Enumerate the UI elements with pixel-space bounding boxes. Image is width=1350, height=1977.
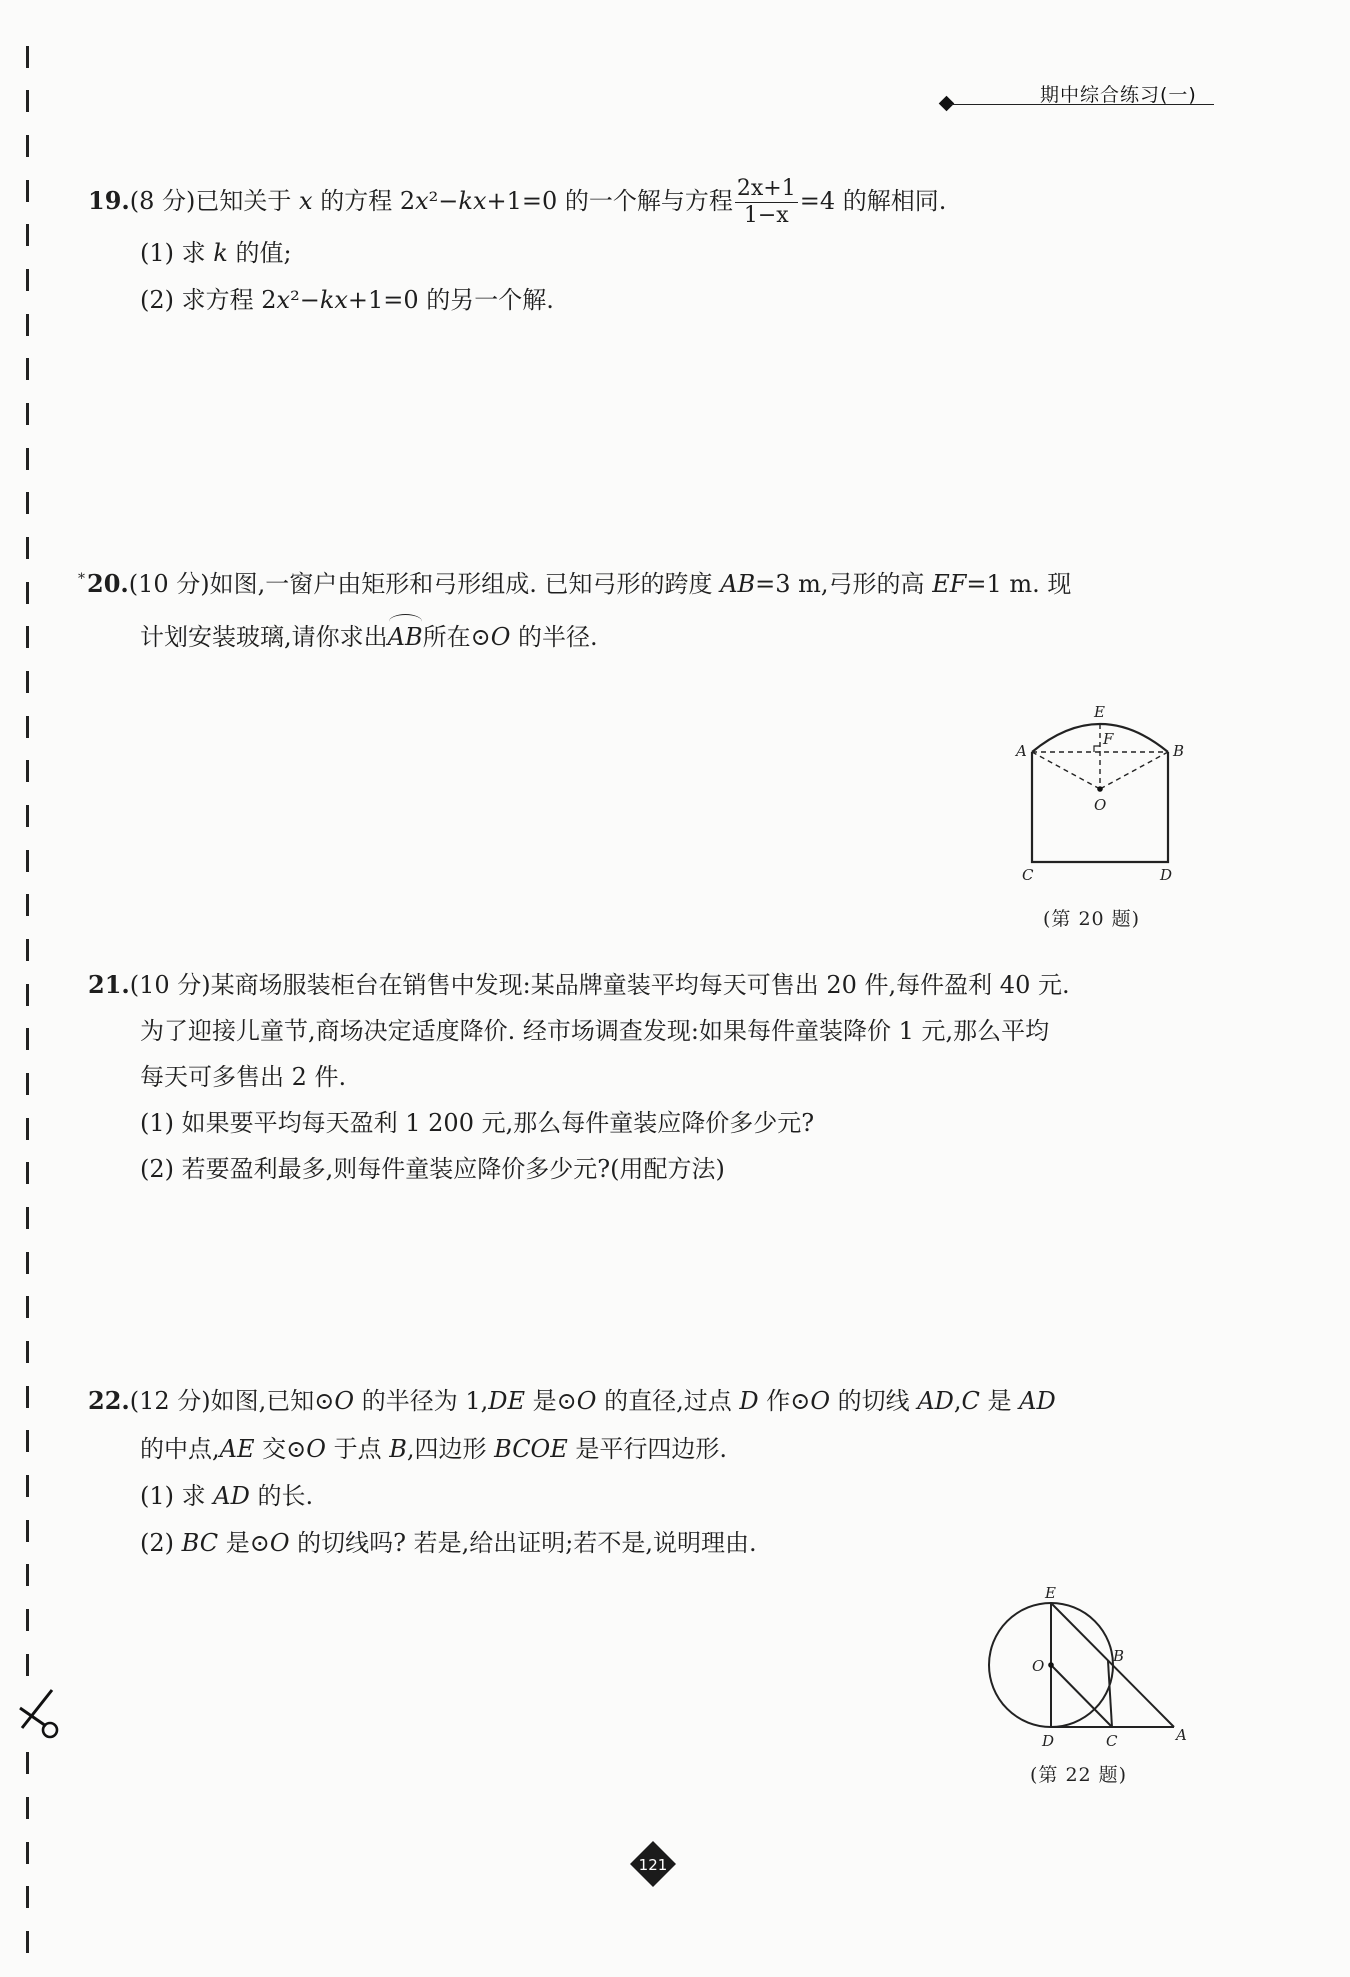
q21-part1: (1) 如果要平均每天盈利 1 200 元,那么每件童装应降价多少元? xyxy=(140,1109,815,1137)
q22-part2: (2) BC 是⊙O 的切线吗? 若是,给出证明;若不是,说明理由. xyxy=(140,1529,757,1557)
svg-text:O: O xyxy=(1032,1657,1045,1675)
q19-stem: 19.(8 分)已知关于 x 的方程 2x²−kx+1=0 的一个解与方程 $\frac{2x+1}{1-x}$ =4 的解相同. xyxy=(88,176,947,228)
svg-text:A: A xyxy=(1016,742,1027,760)
svg-text:C: C xyxy=(1106,1732,1118,1750)
q22-part1: (1) 求 AD 的长. xyxy=(140,1482,314,1510)
q20-stem-line1: *20.(10 分)如图,一窗户由矩形和弓形组成. 已知弓形的跨度 AB=3 m,弓形的高 EF=1 m. 现 xyxy=(78,569,1072,598)
q21-stem-line3: 每天可多售出 2 件. xyxy=(140,1063,347,1091)
svg-text:D: D xyxy=(1160,866,1173,884)
svg-text:O: O xyxy=(1094,796,1107,814)
arc-ab-symbol: AB xyxy=(387,623,423,651)
q21-part2: (2) 若要盈利最多,则每件童装应降价多少元?(用配方法) xyxy=(140,1155,725,1183)
q22-stem-line2: 的中点,AE 交⊙O 于点 B,四边形 BCOE 是平行四边形. xyxy=(140,1435,728,1463)
q20-figure xyxy=(1010,676,1200,886)
scissors-icon xyxy=(16,1688,60,1740)
page-number-badge xyxy=(629,1840,677,1888)
q19-fraction: $\frac{2x+1}{1-x}$ xyxy=(736,176,796,228)
q21-stem-line2: 为了迎接儿童节,商场决定适度降价. 经市场调查发现:如果每件童装降价 1 元,那么平均 xyxy=(140,1017,1050,1045)
header-title: 期中综合练习(一) xyxy=(1040,84,1197,106)
svg-text:B: B xyxy=(1173,742,1185,760)
svg-text:A: A xyxy=(1176,1726,1187,1744)
q22-stem-line1: 22.(12 分)如图,已知⊙O 的半径为 1,DE 是⊙O 的直径,过点 D 作⊙O 的切线 AD,C 是 AD xyxy=(88,1386,1056,1415)
svg-text:E: E xyxy=(1045,1584,1056,1602)
q21-stem-line1: 21.(10 分)某商场服装柜台在销售中发现:某品牌童装平均每天可售出 20 件,每件盈利 40 元. xyxy=(88,970,1070,999)
q20-caption: (第 20 题) xyxy=(1043,908,1141,930)
q22-caption: (第 22 题) xyxy=(1030,1764,1128,1786)
q20-stem-line2: 计划安装玻璃,请你求出AB所在⊙O 的半径. xyxy=(140,623,598,651)
q22-figure xyxy=(980,1570,1200,1750)
svg-text:121: 121 xyxy=(638,1856,668,1874)
q19-part2: (2) 求方程 2x²−kx+1=0 的另一个解. xyxy=(140,286,554,314)
svg-text:D: D xyxy=(1042,1732,1055,1750)
svg-text:B: B xyxy=(1113,1647,1125,1665)
q19-part1: (1) 求 k 的值; xyxy=(140,239,292,267)
svg-text:E: E xyxy=(1094,703,1105,721)
svg-text:C: C xyxy=(1022,866,1034,884)
svg-text:F: F xyxy=(1103,730,1114,748)
